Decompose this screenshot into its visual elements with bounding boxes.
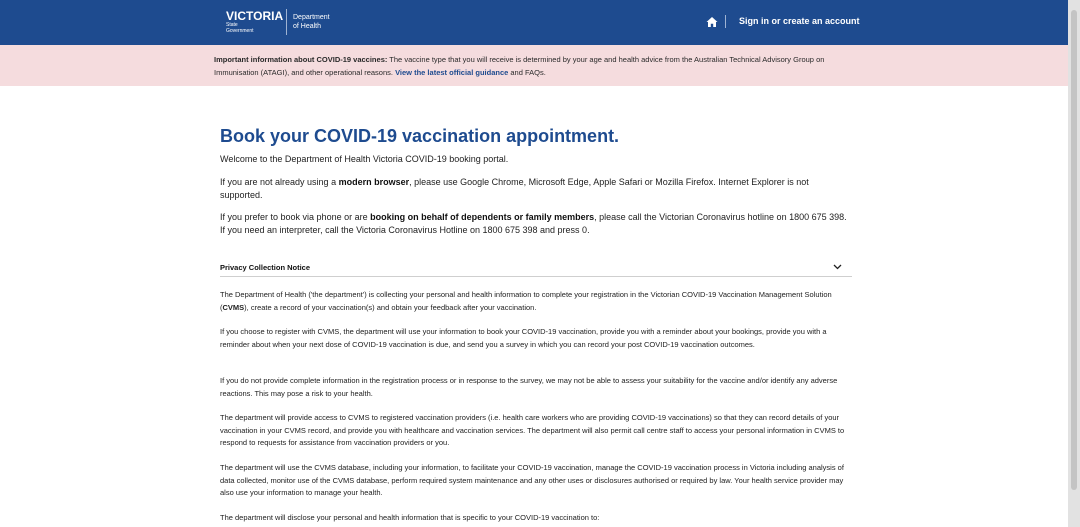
browser-bold: modern browser (338, 177, 410, 187)
phone-pre: If you prefer to book via phone or are (220, 212, 371, 222)
logo-sub-government: Government (226, 27, 254, 34)
site-header (0, 0, 1068, 45)
logo-mark (226, 8, 284, 34)
privacy-title: Privacy Collection Notice (220, 263, 311, 272)
phone-booking-notice (220, 211, 852, 236)
browser-notice (220, 176, 852, 201)
page-scrollbar[interactable] (1068, 0, 1080, 527)
browser-post: , please use Google Chrome, Microsoft Edge, Apple Safari or Mozilla Firefox. Internet Explorer is not supported. (220, 177, 809, 200)
home-icon[interactable] (706, 16, 718, 28)
privacy-paragraph-5: The department will use the CVMS database, including your information, to facilitate your COVID-19 vaccination, manage the COVID-19 vaccination process in Victoria including analysis of data collected, monitor use of the CVMS database, perform required system maintenance and any other uses or disclosures authorised or required by law. Your health service provider may also use your information to manage your health. (220, 463, 844, 497)
welcome-text: Welcome to the Department of Health Victoria COVID-19 booking portal. (220, 154, 509, 164)
nav-separator (725, 15, 726, 28)
privacy-paragraph-6: The department will disclose your personal and health information that is specific to your COVID-19 vaccination to: (220, 513, 600, 522)
dept-line-1: Department (293, 14, 330, 21)
logo-title: VICTORIA (226, 8, 284, 23)
signin-link[interactable]: Sign in or create an account (739, 16, 860, 26)
notice-tail: and FAQs. (508, 67, 546, 77)
official-guidance-link[interactable]: View the latest official guidance (395, 67, 509, 77)
page-title: Book your COVID-19 vaccination appointment. (220, 126, 620, 146)
browser-pre: If you are not already using a (220, 177, 339, 187)
notice-text (214, 54, 854, 79)
main-content (0, 86, 1068, 527)
phone-bold: booking on behalf of dependents or family members (370, 212, 595, 222)
covid-notice-banner (0, 45, 1068, 86)
logo-sub-state: State (226, 21, 238, 28)
logo-department (293, 13, 330, 31)
privacy-paragraph-3: If you do not provide complete information in the registration process or in response to the survey, we may not be able to assess your suitability for the vaccine and/or identify any adverse reactions. This may pose a risk to your health. (220, 376, 838, 398)
privacy-paragraph-1 (220, 289, 852, 314)
victoria-logo[interactable] (226, 6, 330, 38)
privacy-paragraph-2: If you choose to register with CVMS, the department will use your information to book your COVID-19 vaccination, provide you with a reminder about your bookings, provide you with a reminder about when your next dose of COVID-19 vaccination is due, and send you a survey in which you can record your post COVID-19 vaccination outcomes. (220, 327, 827, 349)
privacy-p1-pre: The Department of Health ('the department') is collecting your personal and health information to complete your registration in the Victorian COVID-19 Vaccination Management Solution ( (220, 290, 832, 312)
chevron-down-icon[interactable] (833, 264, 842, 270)
scrollbar-thumb[interactable] (1071, 10, 1077, 490)
privacy-p1-post: ), create a record of your vaccination(s) and obtain your feedback after your vaccination. (244, 302, 537, 312)
notice-lead: Important information about COVID-19 vaccines: (214, 55, 388, 64)
phone-post: , please call the Victorian Coronavirus hotline on 1800 675 398. If you need an interpreter, call the Victoria Coronavirus Hotline on 1800 675 398 and press 0. (220, 212, 847, 235)
privacy-accordion-header[interactable] (220, 256, 852, 277)
logo-divider (286, 9, 287, 35)
dept-line-2: of Health (293, 23, 322, 30)
privacy-p1-bold: CVMS (222, 302, 245, 312)
privacy-paragraph-4: The department will provide access to CVMS to registered vaccination providers (i.e. health care workers who are providing COVID-19 vaccinations) so that they can record details of your vaccination in your CVMS record, and provide you with healthcare and vaccination services. The department will also permit call centre staff to access your personal information in CVMS to respond to requests for assistance from vaccination providers or you. (220, 413, 845, 447)
notice-body: The vaccine type that you will receive is determined by your age and health advice from the Australian Technical Advisory Group on Immunisation (ATAGI), and other operational reasons. (214, 55, 825, 77)
